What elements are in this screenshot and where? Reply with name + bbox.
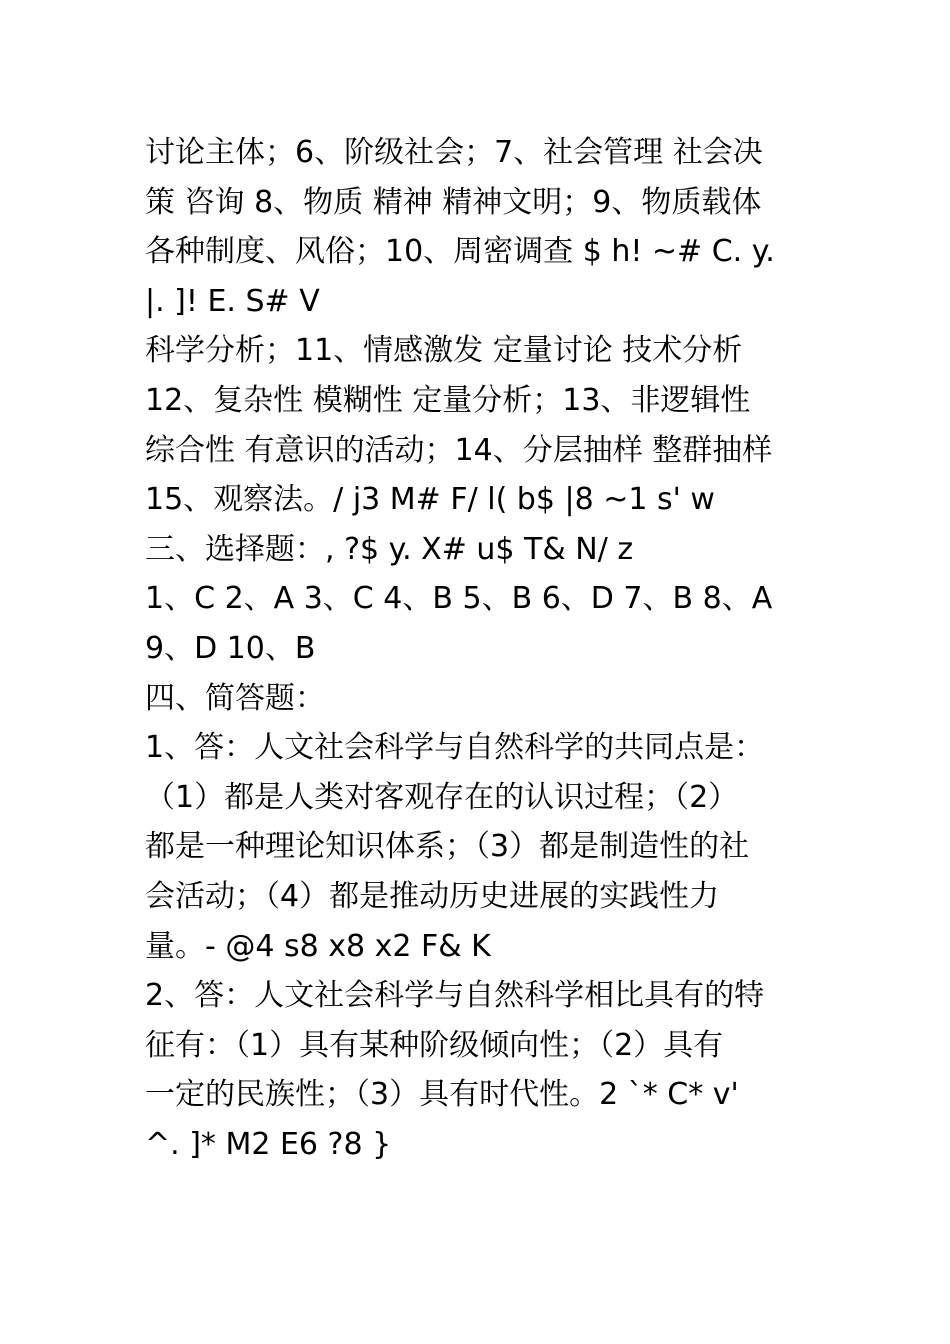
text-line: 9、D 10、B bbox=[145, 630, 316, 666]
text-line: 1、C 2、A 3、C 4、B 5、B 6、D 7、B 8、A bbox=[145, 581, 773, 617]
text-line: |. ]! E. S# V bbox=[145, 283, 320, 319]
text-line: 征有：（1）具有某种阶级倾向性；（2）具有 bbox=[145, 1027, 724, 1063]
text-line: 综合性 有意识的活动；14、分层抽样 整群抽样 bbox=[145, 432, 773, 468]
text-line: 量。- @4 s8 x8 x2 F& K bbox=[145, 928, 491, 964]
text-line: 讨论主体；6、阶级社会；7、社会管理 社会决 bbox=[145, 135, 763, 170]
text-line: （1）都是人类对客观存在的认识过程；（2） bbox=[145, 779, 739, 815]
text-line: 策 咨询 8、物质 精神 精神文明；9、物质载体 bbox=[145, 184, 762, 220]
text-line: 科学分析；11、情感激发 定量讨论 技术分析 bbox=[145, 333, 743, 369]
text-line: 会活动；（4）都是推动历史进展的实践性力 bbox=[145, 878, 720, 914]
text-line: 一定的民族性；（3）具有时代性。2 `* C* v' bbox=[145, 1077, 739, 1113]
text-line: 都是一种理论知识体系；（3）都是制造性的社 bbox=[145, 829, 750, 865]
text-line: 2、答：人文社会科学与自然科学相比具有的特 bbox=[145, 978, 765, 1014]
text-line: ^. ]* M2 E6 ?8 } bbox=[145, 1126, 392, 1162]
text-line: 1、答：人文社会科学与自然科学的共同点是： bbox=[145, 730, 765, 766]
text-line: 15、观察法。/ j3 M# F/ l( b$ |8 ~1 s' w bbox=[145, 482, 715, 518]
text-line: 各种制度、风俗；10、周密调查 $ h! ~# C. y. bbox=[145, 234, 775, 270]
document-body bbox=[145, 128, 815, 1169]
section-heading-short-answer: 四、简答题： bbox=[145, 680, 325, 716]
text-line: 12、复杂性 模糊性 定量分析；13、非逻辑性 bbox=[145, 382, 751, 418]
section-heading-choice: 三、选择题：, ?$ y. X# u$ T& N/ z bbox=[145, 531, 634, 567]
